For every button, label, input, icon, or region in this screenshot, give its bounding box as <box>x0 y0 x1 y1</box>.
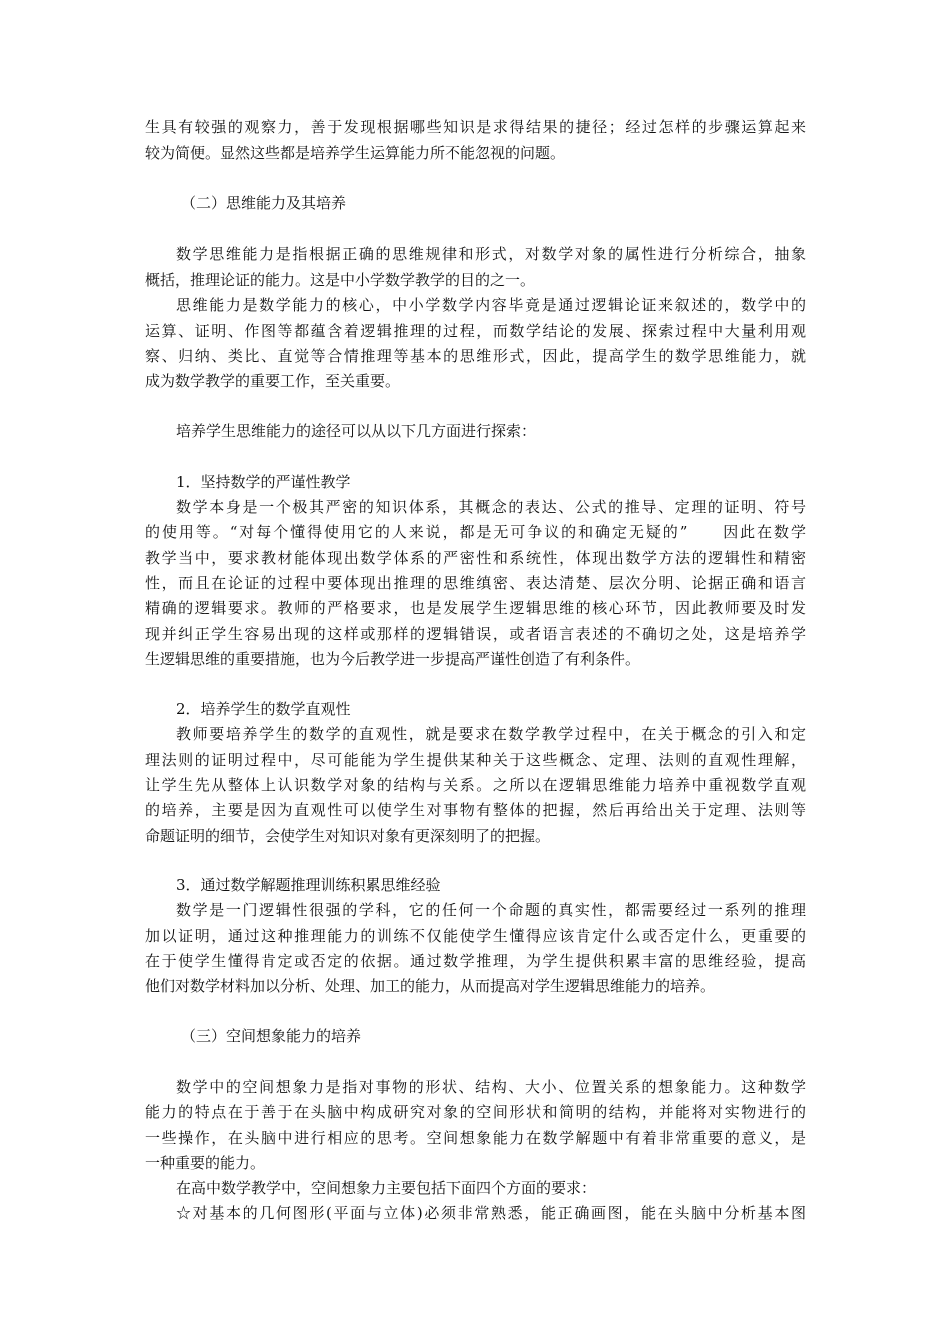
text-line: 数学中的空间想象力是指对事物的形状、结构、大小、位置关系的想象能力。这种数学 <box>176 1078 806 1096</box>
text-line: 一种重要的能力。 <box>145 1154 266 1172</box>
text-line: 让学生先从整体上认识数学对象的结构与关系。之所以在逻辑思维能力培养中重视数学直观 <box>145 776 806 794</box>
text-line: 较为简便。显然这些都是培养学生运算能力所不能忽视的问题。 <box>145 144 566 162</box>
text-line: 成为数学教学的重要工作，至关重要。 <box>145 372 401 390</box>
text-line: 能力的特点在于善于在头脑中构成研究对象的空间形状和简明的结构，并能将对实物进行的 <box>145 1103 806 1121</box>
text-line: 精确的逻辑要求。教师的严格要求，也是发展学生逻辑思维的核心环节，因此教师要及时发 <box>145 599 806 617</box>
text-line: 思维能力是数学能力的核心，中小学数学内容毕竟是通过逻辑论证来叙述的，数学中的 <box>176 296 806 314</box>
text-line: 教师要培养学生的数学的直观性，就是要求在数学教学过程中，在关于概念的引入和定 <box>176 725 806 743</box>
text-line: 培养学生思维能力的途径可以从以下几方面进行探索： <box>176 422 537 440</box>
text-line: 性，而且在论证的过程中要体现出推理的思维缜密、表达清楚、层次分明、论据正确和语言 <box>145 574 806 592</box>
text-line: 命题证明的细节，会使学生对知识对象有更深刻明了的把握。 <box>145 827 551 845</box>
text-line: 生逻辑思维的重要措施，也为今后教学进一步提高严谨性创造了有利条件。 <box>145 650 641 668</box>
text-line: 生具有较强的观察力，善于发现根据哪些知识是求得结果的捷径；经过怎样的步骤运算起来 <box>145 118 806 136</box>
text-line: 在高中数学教学中，空间想象力主要包括下面四个方面的要求： <box>176 1179 597 1197</box>
text-line: 数学是一门逻辑性很强的学科，它的任何一个命题的真实性，都需要经过一系列的推理 <box>176 901 806 919</box>
text-line: 一些操作，在头脑中进行相应的思考。空间想象能力在数学解题中有着非常重要的意义，是 <box>145 1129 806 1147</box>
text-line: 的培养，主要是因为直观性可以使学生对事物有整体的把握，然后再给出关于定理、法则等 <box>145 801 806 819</box>
text-line: 教学当中，要求教材能体现出数学体系的严密性和系统性，体现出数学方法的逻辑性和精密 <box>145 549 806 567</box>
text-line: 察、归纳、类比、直觉等合情推理等基本的思维形式，因此，提高学生的数学思维能力，就 <box>145 347 806 365</box>
subsection-heading: 3．通过数学解题推理训练积累思维经验 <box>176 876 441 894</box>
subsection-heading: 1．坚持数学的严谨性教学 <box>176 473 351 491</box>
text-line: 数学本身是一个极其严密的知识体系，其概念的表达、公式的推导、定理的证明、符号 <box>176 498 806 516</box>
text-line: 他们对数学材料加以分析、处理、加工的能力，从而提高对学生逻辑思维能力的培养。 <box>145 977 716 995</box>
text-line: ☆对基本的几何图形(平面与立体)必须非常熟悉，能正确画图，能在头脑中分析基本图 <box>176 1204 806 1222</box>
text-line: 加以证明，通过这种推理能力的训练不仅能使学生懂得应该肯定什么或否定什么，更重要的 <box>145 927 806 945</box>
text-line: 概括，推理论证的能力。这是中小学数学教学的目的之一。 <box>145 271 536 289</box>
text-line: 理法则的证明过程中，尽可能能为学生提供某种关于这些概念、定理、法则的直观性理解， <box>145 751 806 769</box>
section-heading: （二）思维能力及其培养 <box>181 194 347 212</box>
text-line: 在于使学生懂得肯定或否定的依据。通过数学推理，为学生提供积累丰富的思维经验，提高 <box>145 952 806 970</box>
text-line: 数学思维能力是指根据正确的思维规律和形式，对数学对象的属性进行分析综合，抽象 <box>176 245 806 263</box>
section-heading: （三）空间想象能力的培养 <box>181 1027 362 1045</box>
subsection-heading: 2．培养学生的数学直观性 <box>176 700 351 718</box>
text-line: 运算、证明、作图等都蕴含着逻辑推理的过程，而数学结论的发展、探索过程中大量利用观 <box>145 322 806 340</box>
text-line: 现并纠正学生容易出现的这样或那样的逻辑错误，或者语言表述的不确切之处，这是培养学 <box>145 625 806 643</box>
text-line: 的使用等。“对每个懂得使用它的人来说，都是无可争议的和确定无疑的” 因此在数学 <box>145 523 806 541</box>
